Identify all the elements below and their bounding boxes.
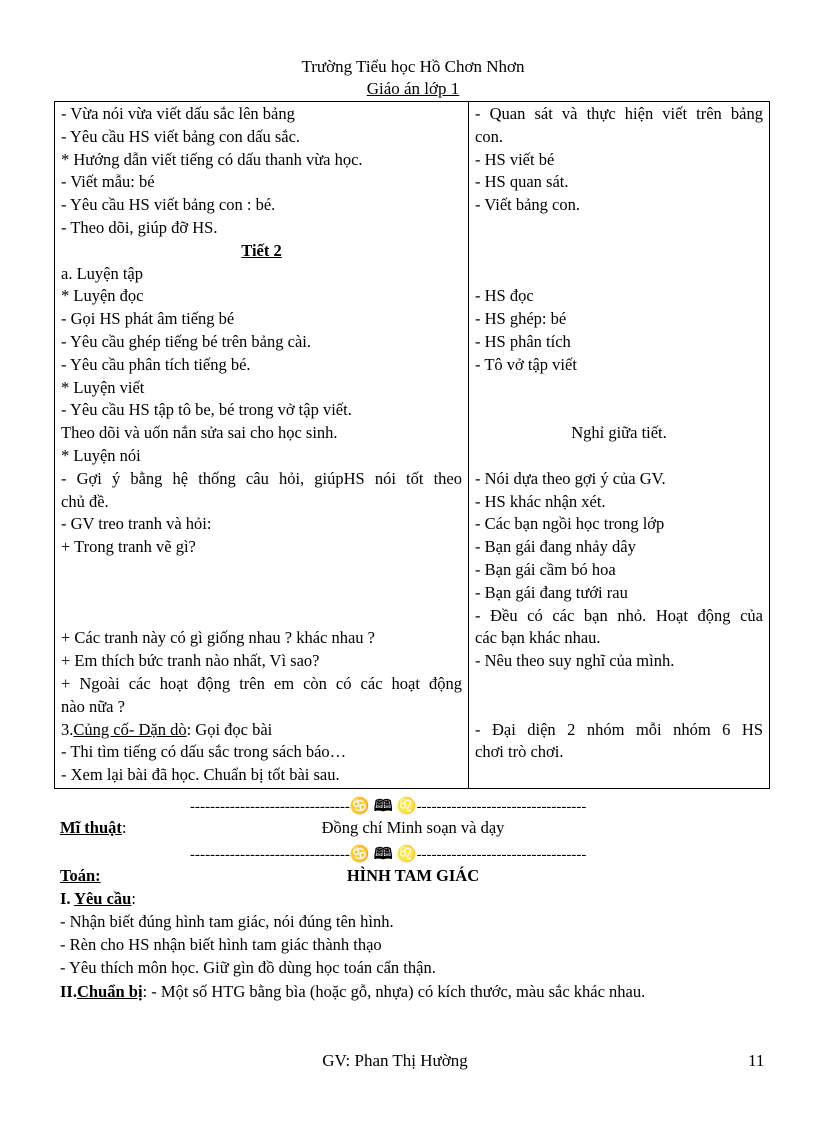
requirement-item: - Nhận biết đúng hình tam giác, nói đúng tên hình. [60, 912, 394, 931]
table-line: + Các tranh này có gì giống nhau ? khác nhau ? [61, 628, 375, 648]
table-line [475, 262, 763, 285]
table-line: - Bạn gái đang tưới rau [475, 582, 628, 602]
table-line: * Luyện nói [61, 446, 141, 465]
table-line [475, 239, 763, 262]
table-line: - HS ghép: bé [475, 309, 567, 329]
table-line: Tiết 2 [241, 240, 282, 260]
table-line: - Theo dõi, giúp đỡ HS. [61, 218, 218, 237]
table-line [475, 398, 763, 421]
teacher-activities-column [55, 102, 469, 789]
table-line [61, 604, 462, 627]
math-subject: Toán: [60, 866, 101, 885]
table-line: Nghỉ giữa tiết. [571, 423, 667, 443]
table-line [475, 444, 763, 467]
table-line: - GV treo tranh và hỏi: [61, 514, 212, 534]
table-line: chủ đề. [61, 491, 109, 511]
requirement-item: - Yêu thích môn học. Giữ gìn đồ dùng học toán cẩn thận. [60, 958, 436, 977]
section-separator: --------------------------------♋ 🕮 ♌---------------------------------- [190, 798, 587, 815]
table-line [475, 763, 763, 786]
table-line: con. [475, 126, 503, 146]
table-line: - HS phân tích [475, 332, 571, 351]
table-line: a. Luyện tập [61, 263, 144, 283]
preparation-line: II.Chuẩn bị: - Một số HTG bằng bìa (hoặc gỗ, nhựa) có kích thước, màu sắc khác nhau. [60, 982, 646, 1001]
table-line: - Đại diện 2 nhóm mỗi nhóm 6 HS [475, 719, 763, 739]
table-line: - Gọi HS phát âm tiếng bé [61, 309, 235, 329]
table-line: - Viết mẫu: bé [61, 172, 155, 192]
table-line: - Đều có các bạn nhỏ. Hoạt động của [475, 605, 763, 625]
table-line: - Bạn gái đang nhảy dây [475, 537, 636, 557]
requirements-heading: I. Yêu cầu: [60, 889, 136, 908]
table-line: - Yêu cầu ghép tiếng bé trên bảng cài. [61, 332, 311, 351]
table-line: 3.Củng cố- Dặn dò: Gọi đọc bài [61, 719, 273, 739]
table-line: - Yêu cầu HS viết bảng con dấu sắc. [61, 126, 301, 146]
table-line: - Yêu cầu phân tích tiếng bé. [61, 354, 251, 374]
table-line: - Viết bảng con. [475, 195, 581, 215]
student-activities-column [469, 102, 770, 789]
table-line [475, 672, 763, 695]
teacher-name: GV: Phan Thị Hường [322, 1051, 468, 1070]
table-line: các bạn khác nhau. [475, 628, 601, 648]
table-line: - Nói dựa theo gợi ý của GV. [475, 468, 666, 488]
page-number: 11 [748, 1051, 765, 1070]
table-line: - Gợi ý bằng hệ thống câu hỏi, giúpHS nói tốt theo [61, 468, 462, 488]
table-line: - Thi tìm tiếng có dấu sắc trong sách báo… [61, 742, 347, 762]
table-line: - Tô vở tập viết [475, 354, 577, 374]
table-line: + Ngoài các hoạt động trên em còn có các hoạt động [61, 674, 462, 693]
table-line: - Yêu cầu HS viết bảng con : bé. [61, 195, 276, 215]
section-separator-2: --------------------------------♋ 🕮 ♌---------------------------------- [190, 846, 587, 863]
table-line: - HS đọc [475, 286, 534, 306]
art-subject: Mĩ thuật: [60, 818, 127, 837]
lesson-title: HÌNH TAM GIÁC [346, 866, 480, 885]
table-line [61, 558, 462, 581]
table-line: nào nữa ? [61, 696, 125, 716]
table-line: - Các bạn ngồi học trong lớp [475, 514, 665, 534]
table-line: * Luyện viết [61, 377, 145, 397]
requirement-item: - Rèn cho HS nhận biết hình tam giác thành thạo [60, 935, 382, 954]
table-line: + Trong tranh vẽ gì? [61, 537, 196, 557]
table-line: + Em thích bức tranh nào nhất, Vì sao? [61, 651, 320, 671]
table-line: - Bạn gái cầm bó hoa [475, 560, 616, 579]
table-line [475, 216, 763, 239]
page-subtitle: Giáo án lớp 1 [366, 79, 460, 98]
lesson-table [54, 101, 770, 789]
table-line: chơi trò chơi. [475, 742, 564, 762]
table-line: Theo dõi và uốn nắn sửa sai cho học sinh. [61, 423, 338, 443]
table-line: - Yêu cầu HS tập tô be, bé trong vở tập viết. [61, 400, 352, 420]
ornament-icon-2: ♋ 🕮 ♌ [349, 846, 417, 863]
table-line: - Quan sát và thực hiện viết trên bảng [475, 104, 763, 123]
art-note: Đồng chí Minh soạn và dạy [321, 818, 505, 837]
table-line [61, 581, 462, 604]
school-name: Trường Tiểu học Hồ Chơn Nhơn [301, 57, 525, 76]
ornament-icon: ♋ 🕮 ♌ [349, 798, 417, 815]
table-line: - HS quan sát. [475, 172, 569, 192]
table-line: * Luyện đọc [61, 286, 144, 306]
table-line: * Hướng dẫn viết tiếng có dấu thanh vừa học. [61, 149, 363, 169]
table-line: - Xem lại bài đã học. Chuẩn bị tốt bài sau. [61, 765, 340, 785]
table-line: - Nêu theo suy nghĩ của mình. [475, 651, 675, 671]
table-line: - HS khác nhận xét. [475, 491, 606, 511]
table-line [475, 376, 763, 399]
table-line: - HS viết bé [475, 149, 555, 169]
table-line: - Vừa nói vừa viết dấu sắc lên bảng [61, 104, 295, 123]
table-line [475, 695, 763, 718]
